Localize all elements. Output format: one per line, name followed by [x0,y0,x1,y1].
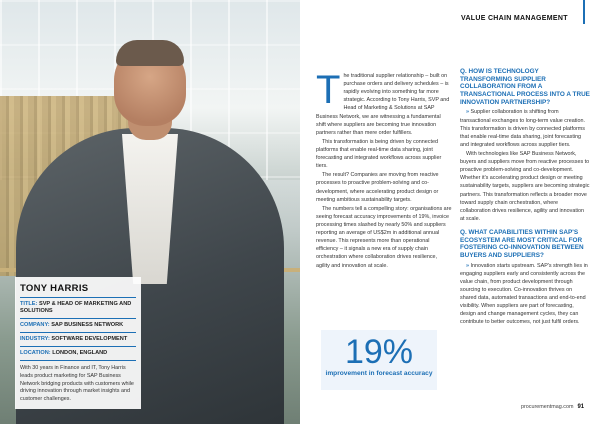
profile-value: SOFTWARE DEVELOPMENT [51,335,128,342]
profile-value: SAP BUSINESS NETWORK [51,321,124,328]
qa-answer-more: With technologies like SAP Business Network, buyers and suppliers move from reactive processes to proactive problem-solving and co-development. Whether it's accelerating product design or meeting sustainability targets, suppliers are becoming strategic partners. This transformation reflects a broader move toward supply chain orchestration, where collaboration drives resilience, agility and innovation at scale. [460,150,590,222]
page-footer [521,404,584,410]
drop-cap: T [316,68,341,112]
article-paragraph [316,68,452,137]
stat-caption: improvement in forecast accuracy [325,370,433,377]
article-column-2 [460,68,590,328]
qa-answer-text: Supplier collaboration is shifting from transactional exchanges to long-term value creation. This transformation is driven by connected platforms that enable real-time data sharing, joint forecasting and integrated workflows across supplier tiers. [460,109,585,148]
profile-label: LOCATION: [20,349,51,356]
profile-label: TITLE: [20,301,38,307]
person-hair [116,40,184,66]
profile-label: COMPANY: [20,321,50,328]
qa-question: Q. HOW IS TECHNOLOGY TRANSFORMING SUPPLIER COLLABORATION FROM A TRANSACTIONAL PROCESS INTO A TRUE INNOVATION PARTNERSHIP? [460,68,590,106]
page-number: 91 [577,404,585,410]
footer-site[interactable]: procurementmag.com [521,404,574,410]
qa-question: Q. WHAT CAPABILITIES WITHIN SAP'S ECOSYSTEM ARE MOST CRITICAL FOR FOSTERING CO-INNOVATION BETWEEN BUYERS AND SUPPLIERS? [460,228,584,260]
profile-label: INDUSTRY: [20,335,50,342]
stat-callout [321,330,437,390]
profile-value: LONDON, ENGLAND [52,349,108,356]
answer-arrow-icon: » [466,262,469,269]
profile-row-location [20,347,136,361]
answer-arrow-icon: » [466,109,469,116]
profile-bio: With 30 years in Finance and IT, Tony Harris leads product marketing for SAP Business Network bridging products with customers while driving innovation through market insights and customer challenges. [20,364,134,403]
profile-row-title [20,298,136,319]
qa-answer-text: Innovation starts upstream. SAP's strength lies in engaging suppliers early and consistently across the value chain, from product development through sourcing to execution. Co-innovation thrives on shared data, automated transactions and end-to-end visibility. When suppliers are part of forecasting, design and change management cycles, they can contribute to better outcomes, not just fulfil orders. [460,262,588,326]
article-column-1 [316,68,452,271]
article-paragraph: The numbers tell a compelling story: organisations are seeing forecast accuracy improvements of 19%, invoice processing times slashed by nearly 50% and suppliers reporting an average of US$2m in additional annual revenue. This represents more than operational efficiency – it signals a new era of supply chain orchestration where collaboration drives resilience, agility and innovation at scale. [316,205,452,269]
profile-box [15,277,141,409]
article-paragraph: The result? Companies are moving from reactive processes to proactive problem-solving and co-development, where accelerating product design or meeting ambitious sustainability targets. [316,172,439,203]
profile-row-industry [20,333,136,347]
qa-answer [460,108,590,149]
profile-value: SVP & HEAD OF MARKETING AND SOLUTIONS [20,301,132,314]
article-paragraph: This transformation is being driven by connected platforms that enable real-time data sharing, joint forecasting and integrated workflows across supplier tiers. [316,138,442,170]
qa-answer [460,262,590,327]
profile-name: TONY HARRIS [20,281,136,298]
stat-value: 19% [344,333,414,371]
profile-row-company [20,319,136,333]
article-paragraph-text: he traditional supplier relationship – built on purchase orders and delivery schedules – is rapidly evolving into something far more strategic. According to Tony Harris, SVP and Head of Marketing & Solutions at SAP Business Network, we are witnessing a fundamental shift where suppliers are becoming true innovation partners rather than mere order fulfillers. [316,73,450,136]
section-rule [583,0,585,24]
section-title: VALUE CHAIN MANAGEMENT [461,15,568,22]
